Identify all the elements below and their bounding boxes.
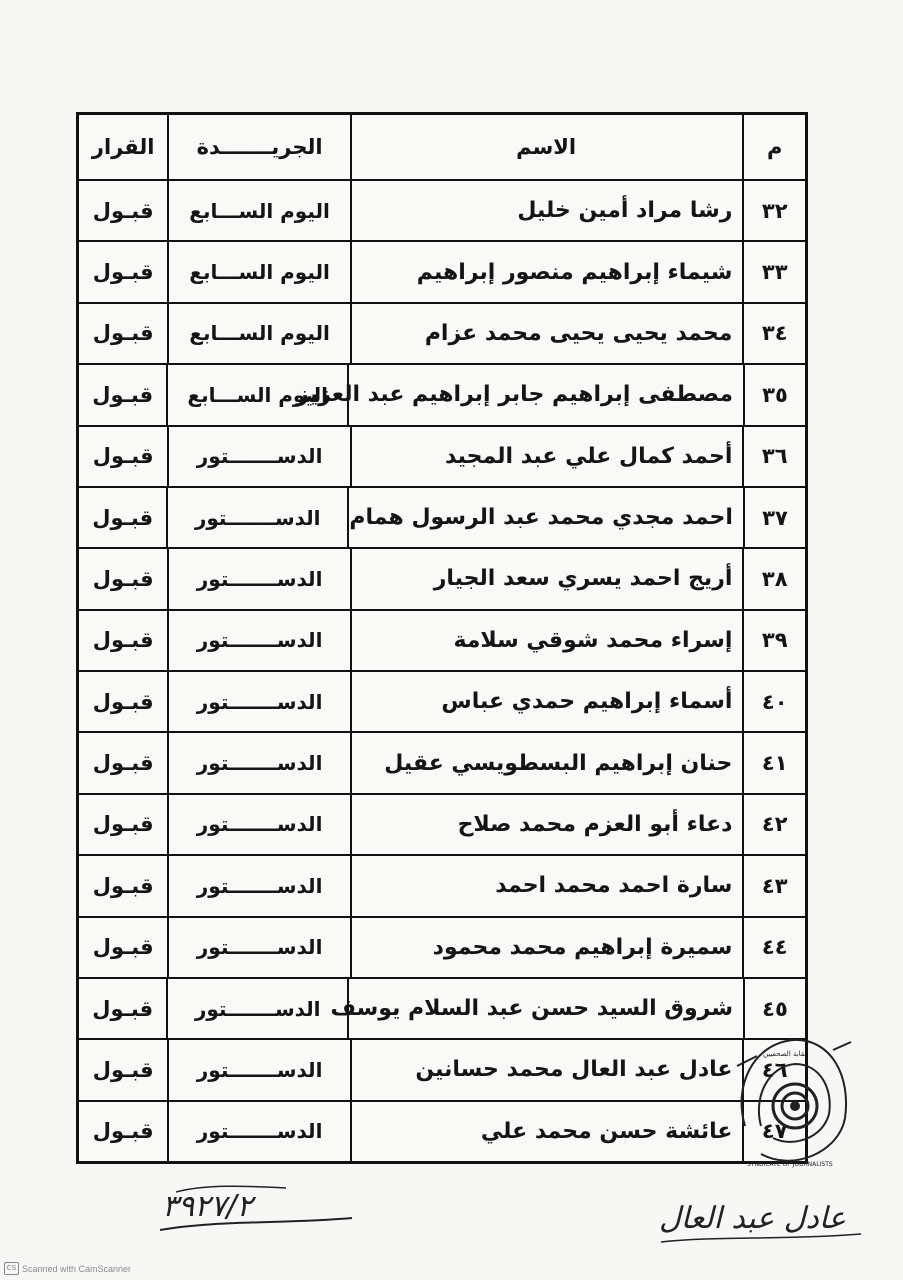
row-number: ٣٨ [742,549,805,608]
syndicate-stamp [733,1026,853,1178]
row-number: ٤١ [742,733,805,792]
row-newspaper: الدســـــــتور [167,1040,349,1099]
header-name: الاسم [350,115,743,179]
row-newspaper: اليوم الســـابع [167,304,349,363]
row-newspaper: الدســـــــتور [167,427,349,486]
handwritten-number-signature [156,1180,356,1242]
row-newspaper: الدســـــــتور [166,979,347,1038]
table-row [79,672,805,733]
row-name: عائشة حسن محمد علي [350,1102,743,1161]
table-row [79,733,805,794]
row-number: ٤٦ [742,1040,805,1099]
row-number: ٣٢ [742,181,805,240]
table-row [79,1102,805,1161]
row-decision: قبـول [92,689,154,714]
table-body [79,181,805,1161]
row-number: ٣٣ [742,242,805,301]
scanner-watermark [4,1262,131,1275]
table-row [79,979,805,1040]
camscanner-logo-icon: CS [4,1262,19,1275]
row-name: سارة احمد محمد احمد [350,856,743,915]
row-name: احمد مجدي محمد عبد الرسول همام [347,488,743,547]
row-number: ٤٠ [742,672,805,731]
row-number: ٣٤ [742,304,805,363]
row-decision: قبـول [92,505,154,530]
row-number: ٤٤ [742,918,805,977]
table-row [79,365,805,426]
row-number: ٤٧ [742,1102,805,1161]
table-row [79,1040,805,1101]
row-name: محمد يحيى يحيى محمد عزام [350,304,743,363]
row-name: شيماء إبراهيم منصور إبراهيم [350,242,743,301]
table-row [79,427,805,488]
row-decision: قبـول [92,260,154,285]
row-number: ٤٥ [743,979,805,1038]
row-decision: قبـول [92,444,154,469]
row-newspaper: الدســـــــتور [167,611,349,670]
row-name: أسماء إبراهيم حمدي عباس [350,672,743,731]
table-row [79,242,805,303]
row-name: إسراء محمد شوقي سلامة [350,611,743,670]
row-newspaper: الدســـــــتور [166,488,347,547]
row-newspaper: الدســـــــتور [167,795,349,854]
row-newspaper: الدســـــــتور [167,672,349,731]
row-newspaper: اليوم الســـابع [166,365,347,424]
row-newspaper: الدســـــــتور [167,549,349,608]
row-name: رشا مراد أمين خليل [350,181,743,240]
header-newspaper: الجريـــــــدة [167,115,349,179]
row-name: شروق السيد حسن عبد السلام يوسف [347,979,743,1038]
row-decision: قبـول [92,198,154,223]
row-decision: قبـول [92,812,154,837]
row-newspaper: الدســـــــتور [167,856,349,915]
row-newspaper: الدســـــــتور [167,733,349,792]
row-decision: قبـول [92,628,154,653]
table-row [79,488,805,549]
header-decision: القرار [91,135,155,159]
row-name: دعاء أبو العزم محمد صلاح [350,795,743,854]
row-newspaper: اليوم الســـابع [167,181,349,240]
row-decision: قبـول [92,382,154,407]
row-number: ٣٦ [742,427,805,486]
members-table [76,112,808,1164]
row-name: مصطفى إبراهيم جابر إبراهيم عبد العزيز [347,365,743,424]
row-name: أريج احمد يسري سعد الجيار [350,549,743,608]
row-decision: قبـول [92,751,154,776]
handwritten-number: ٣٩٢٧/٢ [162,1189,253,1224]
stamp-bottom-text: SYNDICATE OF JOURNALISTS [747,1161,833,1168]
row-name: سميرة إبراهيم محمد محمود [350,918,743,977]
table-row [79,304,805,365]
row-decision: قبـول [92,1057,154,1082]
stamp-top-text: نقابة الصحفيين [763,1050,807,1058]
signature-text: عادل عبد العال [659,1201,846,1236]
row-decision: قبـول [92,996,154,1021]
row-name: عادل عبد العال محمد حسانين [350,1040,743,1099]
row-number: ٣٧ [743,488,805,547]
row-name: أحمد كمال علي عبد المجيد [350,427,743,486]
row-name: حنان إبراهيم البسطويسي عقيل [350,733,743,792]
handwritten-signature [655,1188,867,1254]
table-row [79,181,805,242]
row-newspaper: الدســـــــتور [167,918,349,977]
table-row [79,549,805,610]
row-decision: قبـول [92,873,154,898]
row-decision: قبـول [92,1119,154,1144]
header-number: م [742,115,805,179]
row-newspaper: الدســـــــتور [167,1102,349,1161]
row-decision: قبـول [92,321,154,346]
row-number: ٤٣ [742,856,805,915]
row-decision: قبـول [92,935,154,960]
row-number: ٣٩ [742,611,805,670]
scanner-label: Scanned with CamScanner [22,1263,132,1274]
row-number: ٣٥ [743,365,805,424]
table-row [79,795,805,856]
table-row [79,918,805,979]
row-newspaper: اليوم الســـابع [167,242,349,301]
table-row [79,611,805,672]
table-header-row [79,115,805,181]
table-row [79,856,805,917]
row-decision: قبـول [92,566,154,591]
row-number: ٤٢ [742,795,805,854]
